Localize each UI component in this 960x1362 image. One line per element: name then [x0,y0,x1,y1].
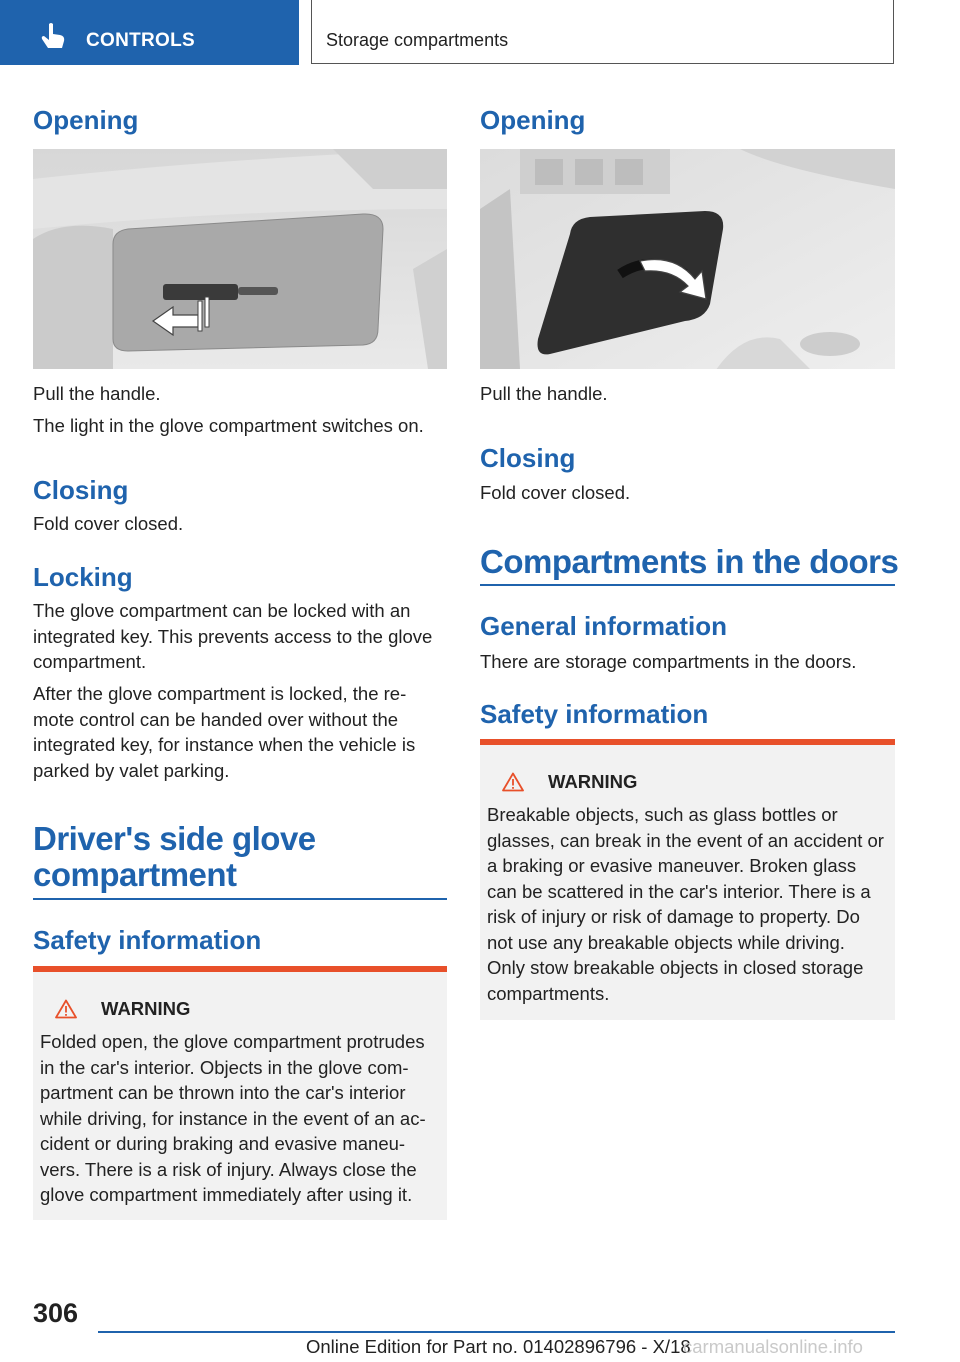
heading-rule-left [33,898,447,900]
general-text: There are storage compartments in the doors. [480,651,857,672]
closing-text-left: Fold cover closed. [33,513,184,534]
glove-compartment-photo [33,149,447,369]
opening-heading-right: Opening [480,105,586,135]
warning-box-left [33,966,447,1220]
chapter-title: Storage compartments [326,30,509,50]
closing-heading-left: Closing [33,475,129,505]
locking-heading: Locking [33,562,133,592]
opening-step-right: Pull the handle. [480,383,608,404]
general-heading: General information [480,611,728,641]
section-label: CONTROLS [86,30,196,51]
opening-step-1: Pull the handle. [33,383,161,404]
safety-heading-left: Safety information [33,925,262,955]
locking-text-2: After the glove compartment is locked, the re-mote control can be handed over without the integrated key, for instance when the vehicle is parked by valet parking. [33,683,416,781]
opening-step-2: The light in the glove compartment switches on. [33,415,424,436]
closing-heading-right: Closing [480,443,576,473]
hand-pointer-icon [40,22,66,50]
page-number: 306 [33,1298,79,1328]
doors-heading: Compartments in the doors [480,543,899,580]
drivers-compartment-photo [480,149,895,369]
heading-rule-right [480,584,895,586]
chapter-title-box [311,0,894,64]
warning-label-left: WARNING [101,998,191,1019]
section-tab[interactable] [0,0,299,65]
warning-label-right: WARNING [548,771,638,792]
opening-heading-left: Opening [33,105,139,135]
drivers-glove-heading: Driver's side glove compartment [33,820,316,893]
locking-text-1: The glove compartment can be locked with an integrated key. This prevents access to the glove compartment. [33,600,433,672]
warning-triangle-icon [502,772,524,792]
warning-box-right [480,739,895,1020]
warning-text-right: Breakable objects, such as glass bottles or glasses, can break in the event of an accident or a braking or evasive maneuver. Broken glass can be scattered in the car's interior. There is a risk of injury or risk of damage to property. Do not use any breakable objects while driving. Only stow breakable objects in closed storage compartments. [487,804,884,1004]
watermark: carmanualsonline.info [683,1336,863,1357]
edition-text: Online Edition for Part no. 01402896796 - X/18 [306,1336,691,1357]
closing-text-right: Fold cover closed. [480,482,631,503]
warning-triangle-icon [55,999,77,1019]
footer-rule [98,1331,895,1333]
safety-heading-right: Safety information [480,699,709,729]
warning-text-left: Folded open, the glove compartment protrudes in the car's interior. Objects in the glove com-partment can be thrown into the car's interior while driving, for instance in the event of an ac-cident or during braking and evasive maneu-vers. There is a risk of injury. Always close the glove compartment immediately after using it. [40,1031,426,1205]
